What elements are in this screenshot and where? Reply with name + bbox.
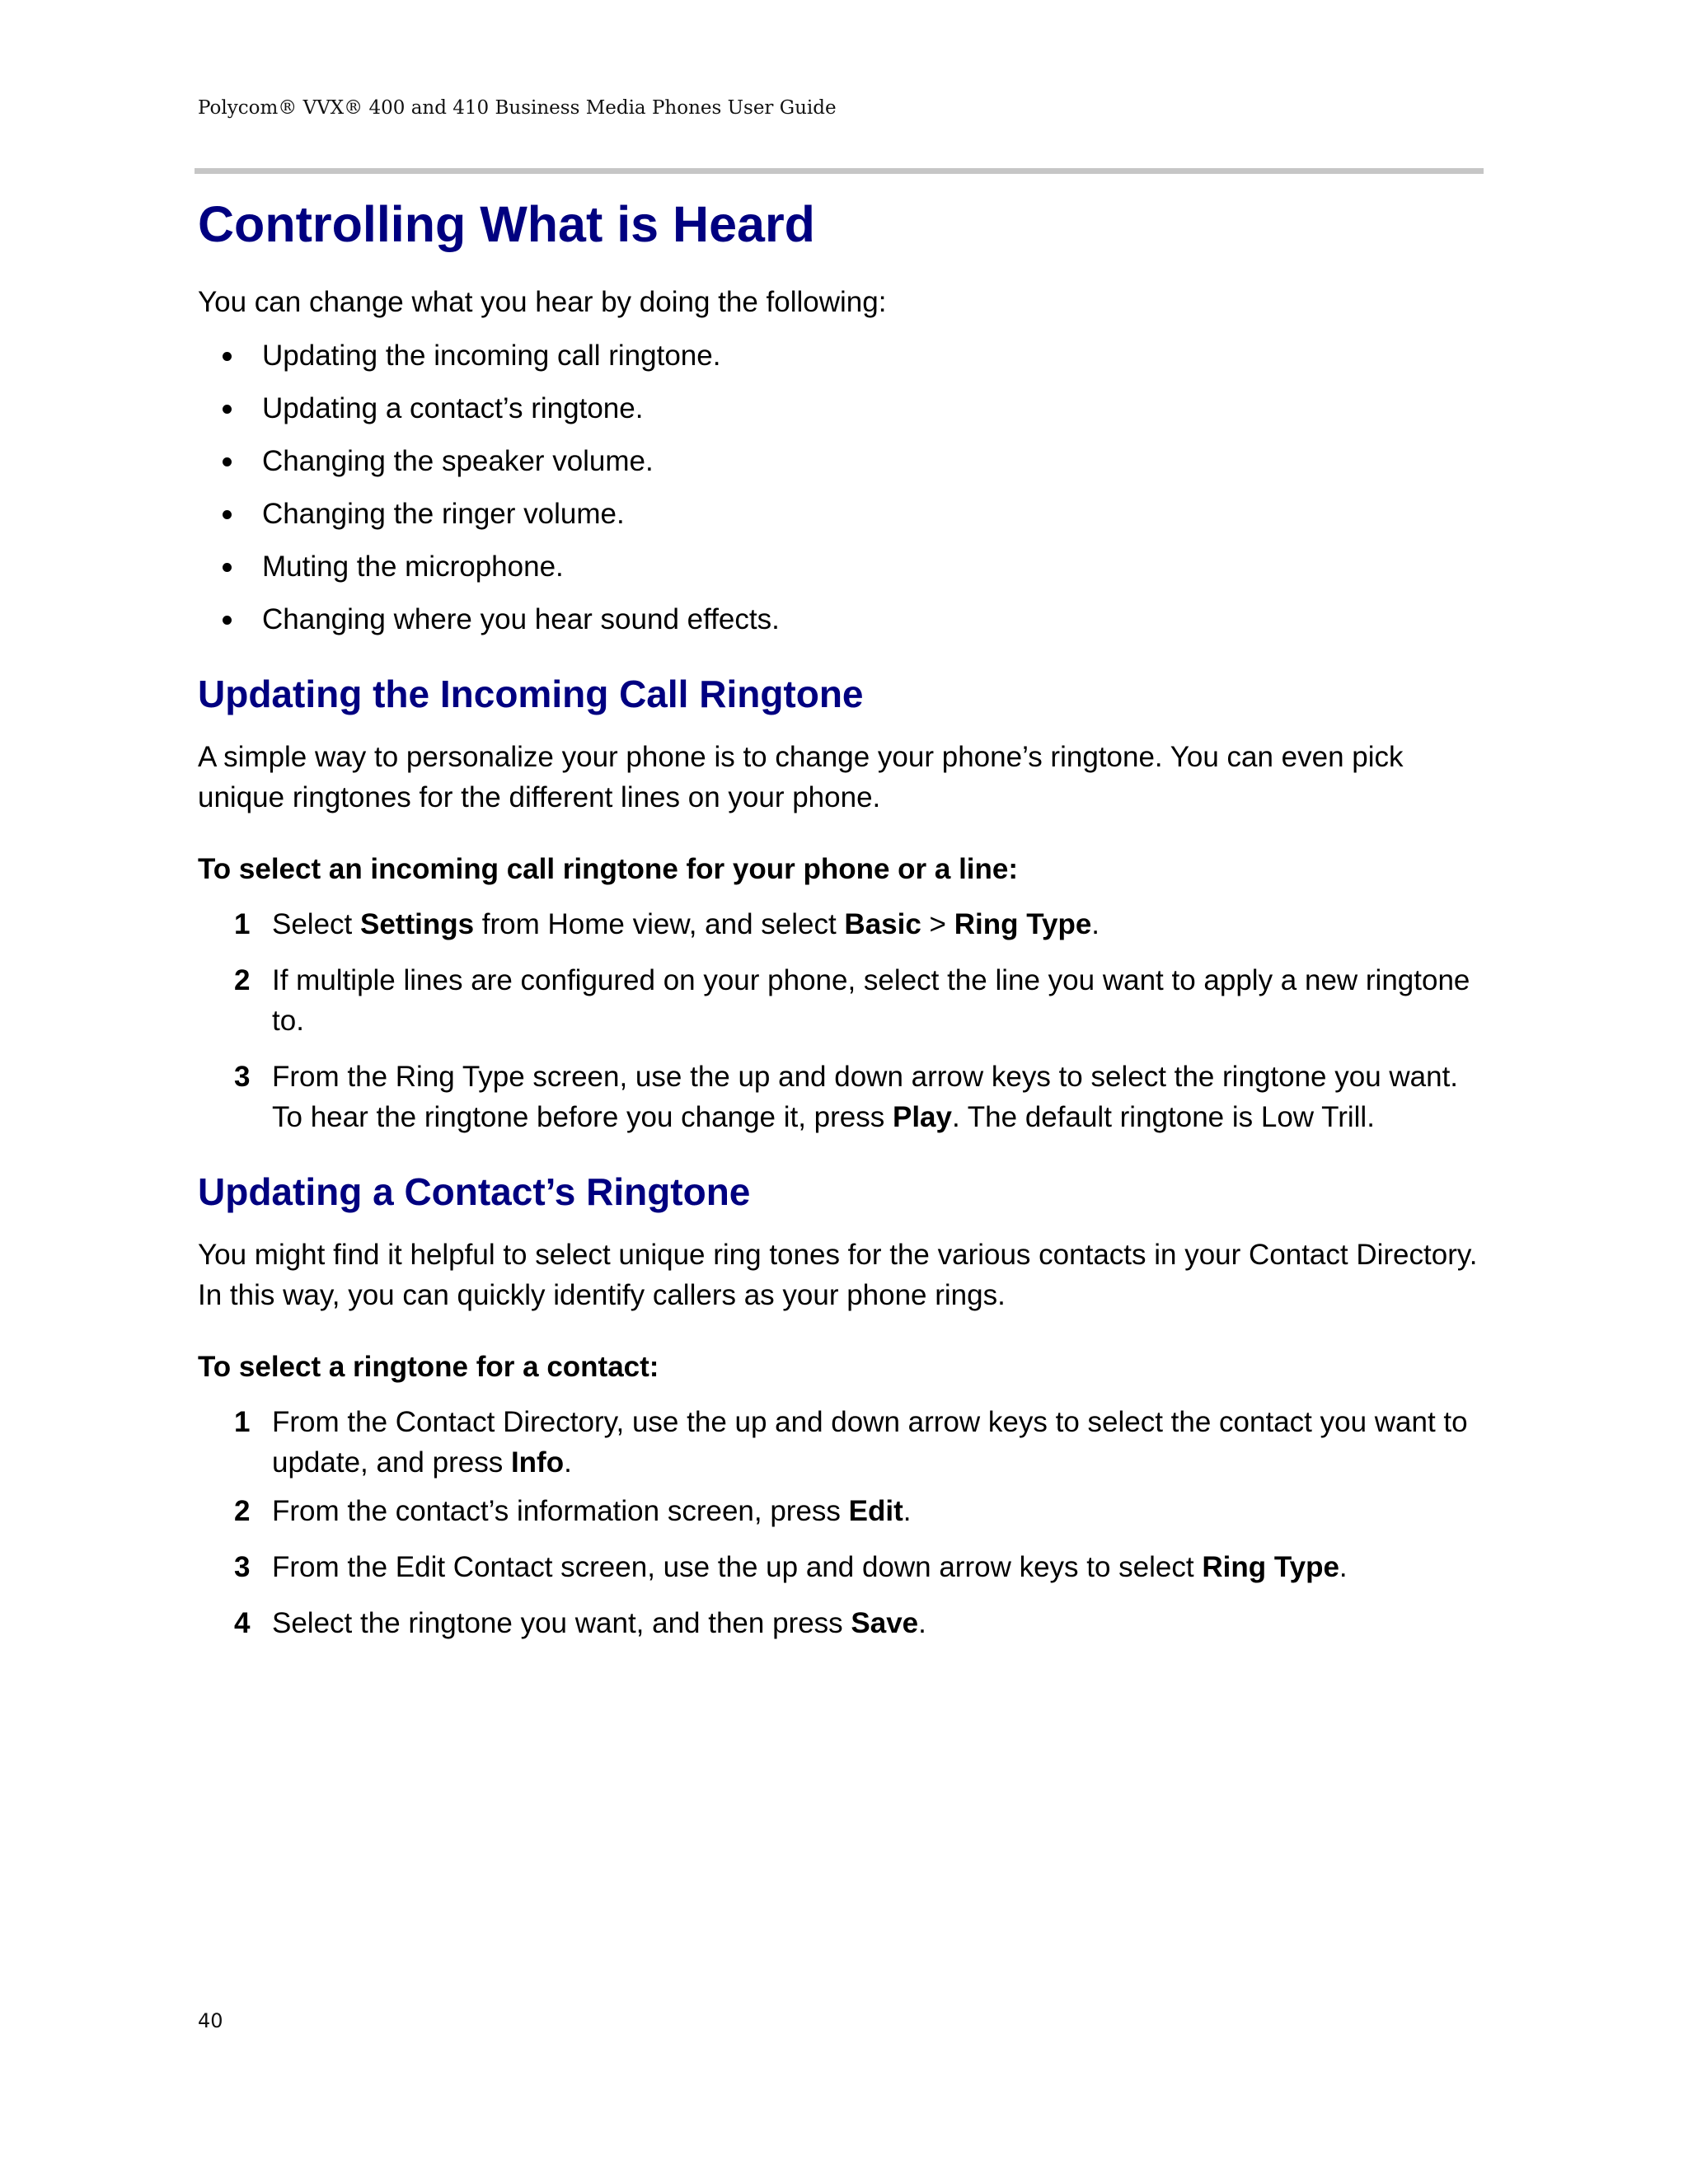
section-heading-controlling: Controlling What is Heard: [198, 196, 815, 252]
list-item-text: Muting the microphone.: [262, 551, 564, 583]
step-item: [198, 1603, 1484, 1643]
document-page: [198, 0, 1484, 2184]
list-item: [198, 441, 1484, 481]
step-emphasis: Settings: [360, 908, 475, 940]
intro-paragraph: You can change what you hear by doing the following:: [198, 286, 887, 318]
step-emphasis: Info: [510, 1446, 565, 1479]
step-text: >: [921, 908, 954, 940]
procedure-title-ringtone: To select an incoming call ringtone for your phone or a line:: [198, 853, 1019, 885]
step-number: 3: [234, 1061, 251, 1093]
step-text: .: [564, 1446, 572, 1479]
step-text: . The default ringtone is Low Trill.: [951, 1101, 1375, 1133]
list-item-text: Updating the incoming call ringtone.: [262, 340, 721, 372]
step-number: 2: [234, 964, 251, 996]
list-item: [198, 388, 1484, 429]
step-item: [198, 1547, 1484, 1587]
step-item: [198, 960, 1484, 1041]
step-text: Select the ringtone you want, and then press: [272, 1607, 851, 1639]
step-text: From the contact’s information screen, press: [272, 1495, 849, 1527]
bullet-icon: [223, 457, 232, 466]
step-item: [198, 1402, 1484, 1483]
step-text: .: [903, 1495, 912, 1527]
step-item: [198, 904, 1484, 944]
running-header: Polycom® VVX® 400 and 410 Business Media Phones User Guide: [198, 97, 837, 119]
step-number: 3: [234, 1551, 251, 1583]
step-text: from Home view, and select: [474, 908, 845, 940]
ringtone-paragraph: A simple way to personalize your phone is to change your phone’s ringtone. You can even pick unique ringtones for the different lines on your phone.: [198, 741, 1404, 813]
list-item-text: Changing the ringer volume.: [262, 498, 625, 530]
contact-paragraph: You might find it helpful to select unique ring tones for the various contacts in your Contact Directory. In this way, you can quickly identify callers as your phone rings.: [198, 1239, 1478, 1311]
step-text: Select: [272, 908, 360, 940]
list-item: [198, 494, 1484, 534]
step-text: If multiple lines are configured on your phone, select the line you want to apply a new ringtone to.: [272, 964, 1470, 1037]
list-item: [198, 599, 1484, 640]
list-item: [198, 335, 1484, 376]
header-rule: [195, 168, 1484, 174]
step-text: From the Contact Directory, use the up and down arrow keys to select the contact you want to update, and press: [272, 1406, 1468, 1479]
list-item: [198, 546, 1484, 587]
step-text: .: [1339, 1551, 1348, 1583]
list-item-text: Changing where you hear sound effects.: [262, 603, 780, 635]
bullet-icon: [223, 405, 232, 414]
bullet-icon: [223, 352, 232, 361]
section-heading-incoming-ringtone: Updating the Incoming Call Ringtone: [198, 673, 864, 715]
section-heading-contact-ringtone: Updating a Contact’s Ringtone: [198, 1170, 751, 1213]
step-text: .: [1091, 908, 1100, 940]
bullet-icon: [223, 616, 232, 625]
step-number: 2: [234, 1495, 251, 1527]
step-number: 1: [234, 1406, 251, 1438]
step-emphasis: Save: [851, 1607, 919, 1639]
procedure-title-contact: To select a ringtone for a contact:: [198, 1351, 659, 1383]
step-emphasis: Play: [892, 1101, 952, 1133]
list-item-text: Changing the speaker volume.: [262, 445, 654, 477]
step-text: .: [918, 1607, 926, 1639]
ringtone-steps: [198, 904, 1484, 1137]
bullet-list: [198, 335, 1484, 640]
step-emphasis: Ring Type: [1202, 1551, 1339, 1583]
step-emphasis: Ring Type: [954, 908, 1092, 940]
list-item-text: Updating a contact’s ringtone.: [262, 392, 644, 424]
page-content: [198, 191, 1484, 1673]
step-item: [198, 1491, 1484, 1531]
step-emphasis: Edit: [848, 1495, 903, 1527]
page-number: 40: [198, 2009, 223, 2032]
step-number: 4: [234, 1607, 251, 1639]
bullet-icon: [223, 563, 232, 572]
step-text: From the Edit Contact screen, use the up and down arrow keys to select: [272, 1551, 1203, 1583]
step-number: 1: [234, 908, 251, 940]
bullet-icon: [223, 510, 232, 519]
step-item: [198, 1057, 1484, 1137]
step-text: From the Ring Type screen, use the up and down arrow keys to select the ringtone you want. To hear the ringtone before you change it, press: [272, 1061, 1459, 1133]
step-emphasis: Basic: [844, 908, 921, 940]
contact-steps: [198, 1402, 1484, 1643]
